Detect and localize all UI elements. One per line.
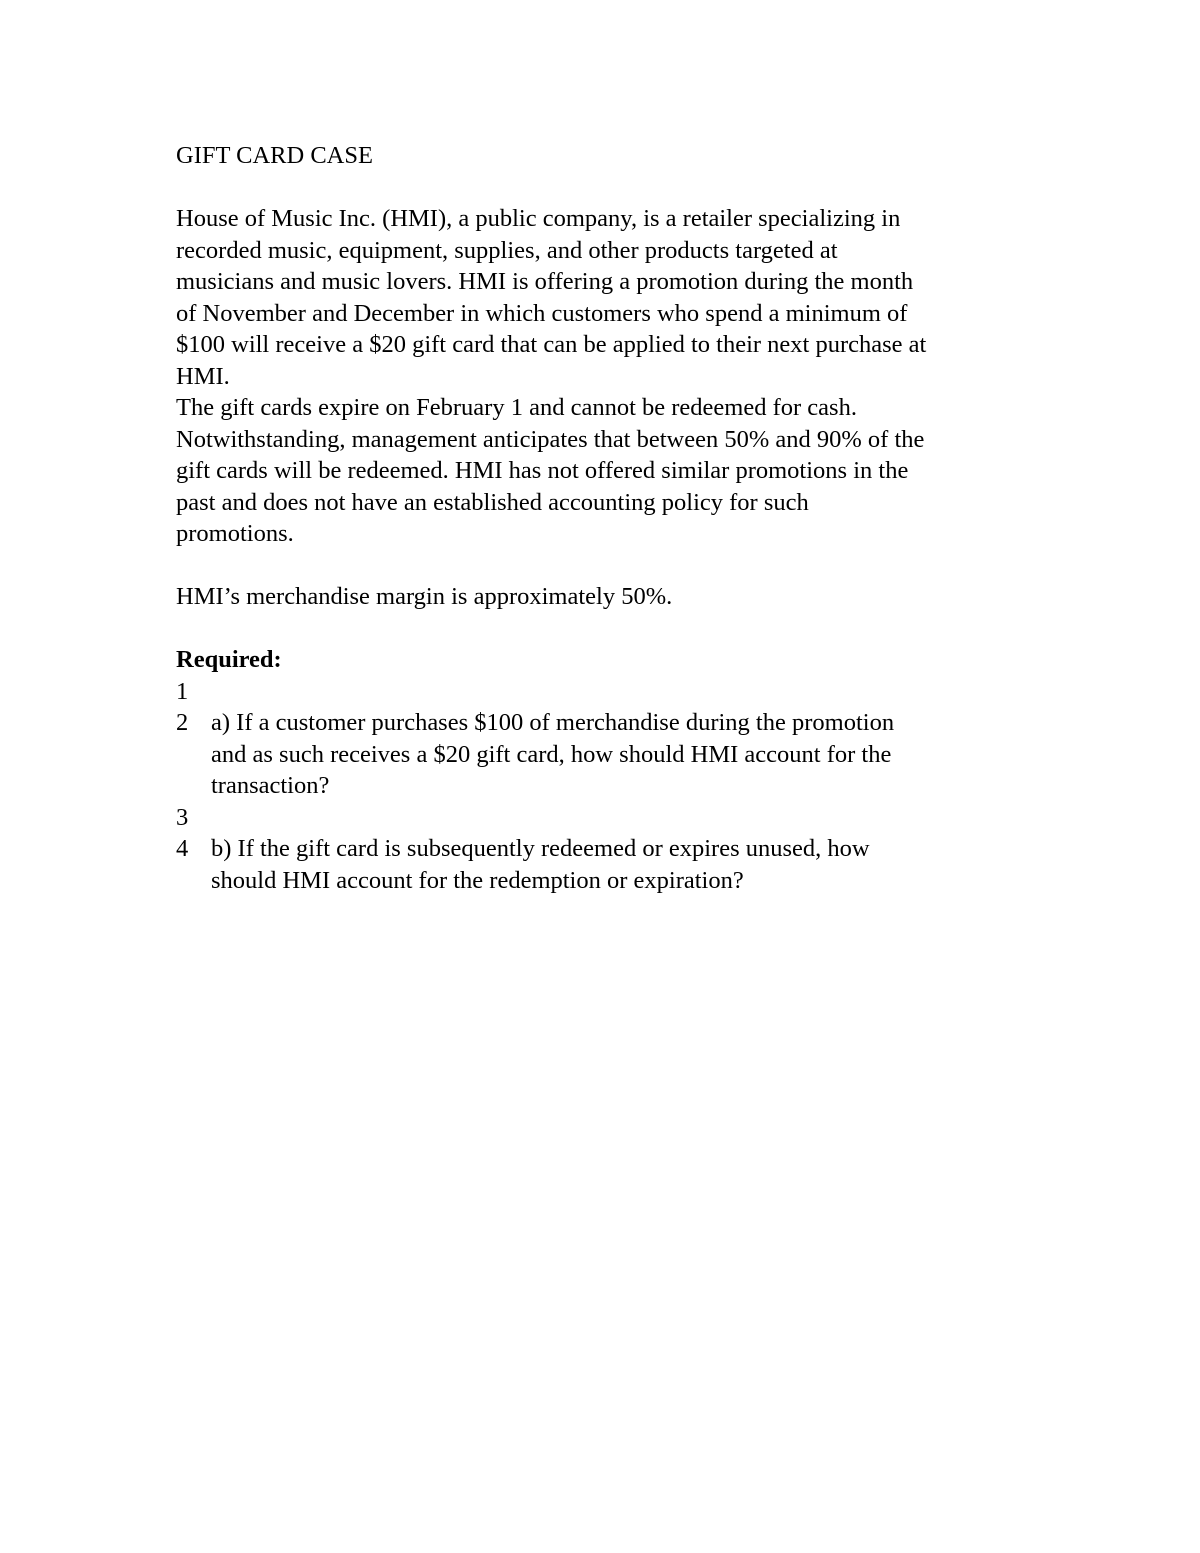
item-text — [211, 707, 894, 802]
blank-line — [176, 550, 1036, 582]
document-title: GIFT CARD CASE — [176, 142, 373, 169]
intro-line: recorded music, equipment, supplies, and other products targeted at — [176, 236, 838, 264]
intro-line: promotions. — [176, 520, 294, 547]
intro-line: of November and December in which customers who spend a minimum of — [176, 299, 908, 327]
item-number: 3 — [176, 803, 189, 831]
item-number: 4 — [176, 835, 189, 862]
intro-line: HMI. — [176, 362, 230, 390]
question-line: b) If the gift card is subsequently redeemed or expires unused, how — [211, 835, 870, 862]
question-line: a) If a customer purchases $100 of merchandise during the promotion — [211, 709, 895, 736]
required-heading: Required: — [176, 646, 282, 673]
question-line: transaction? — [211, 772, 330, 799]
intro-line: $100 will receive a $20 gift card that can be applied to their next purchase at — [176, 331, 927, 358]
blank-line — [176, 172, 1036, 204]
item-number: 1 — [176, 677, 189, 705]
item-text — [211, 833, 870, 896]
intro-line: gift cards will be redeemed. HMI has not offered similar promotions in the — [176, 457, 909, 484]
intro-line: past and does not have an established accounting policy for such — [176, 488, 809, 516]
intro-line: House of Music Inc. (HMI), a public company, is a retailer specializing in — [176, 205, 901, 232]
question-a — [176, 707, 1036, 802]
list-item — [176, 802, 1036, 834]
intro-line: musicians and music lovers. HMI is offering a promotion during the month — [176, 268, 914, 295]
blank-line — [176, 613, 1036, 645]
document-body — [176, 140, 1036, 896]
margin-paragraph: HMI’s merchandise margin is approximately 50%. — [176, 583, 673, 610]
question-b — [176, 833, 1036, 896]
question-line: should HMI account for the redemption or expiration? — [211, 866, 744, 894]
intro-paragraph — [176, 203, 1036, 550]
intro-line: Notwithstanding, management anticipates that between 50% and 90% of the — [176, 425, 925, 453]
item-number: 2 — [176, 709, 189, 736]
intro-line: The gift cards expire on February 1 and cannot be redeemed for cash. — [176, 394, 857, 421]
list-item — [176, 676, 1036, 708]
question-line: and as such receives a $20 gift card, how should HMI account for the — [211, 740, 892, 768]
